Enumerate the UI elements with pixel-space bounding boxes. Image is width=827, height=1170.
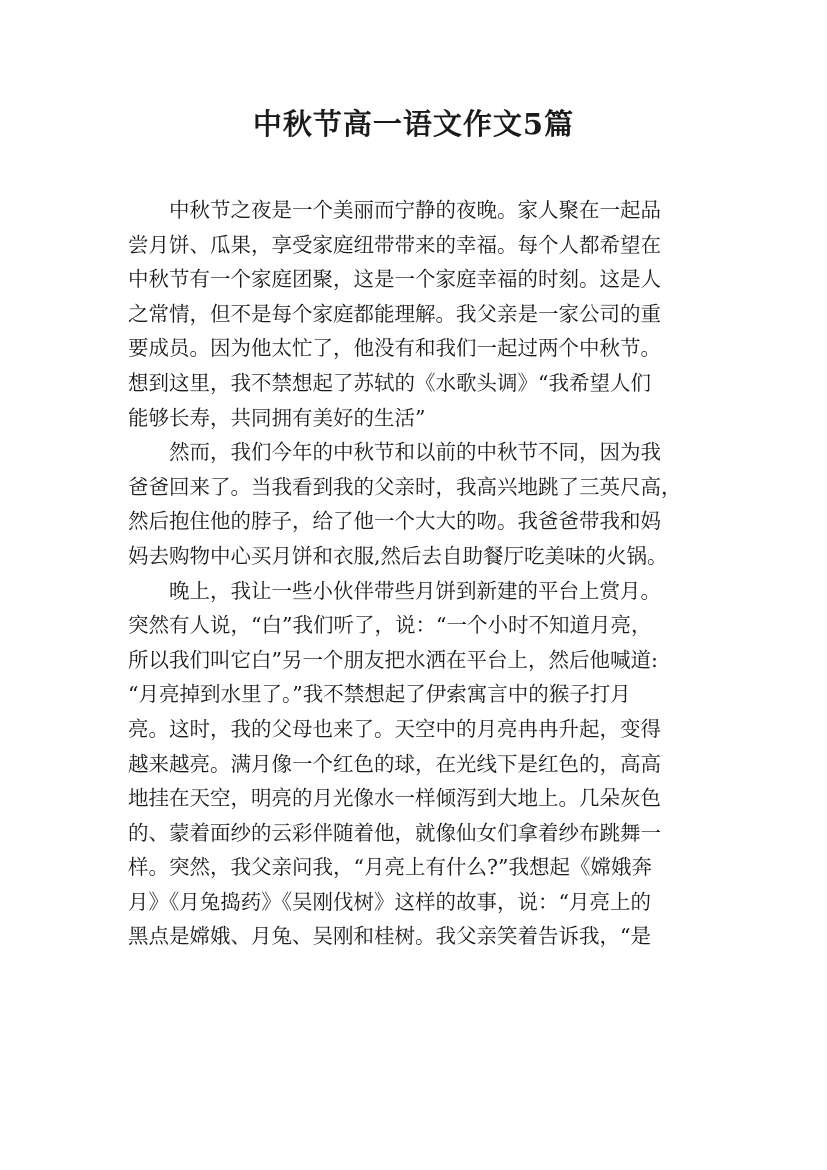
- text-line: 晚上，我让一些小伙伴带些月饼到新建的平台上赏月。: [128, 578, 661, 603]
- text-line: 妈去购物中心买月饼和衣服,然后去自助餐厅吃美味的火锅。: [128, 543, 668, 568]
- text-line: 之常情，但不是每个家庭都能理解。我父亲是一家公司的重: [128, 301, 661, 326]
- text-line: 能够长寿，共同拥有美好的生活”: [128, 405, 426, 430]
- text-line: 然后抱住他的脖子，给了他一个大大的吻。我爸爸带我和妈: [128, 509, 661, 534]
- text-line: 月》《月兔捣药》《吴刚伐树》这样的故事，说：“月亮上的: [128, 889, 651, 914]
- text-line: 要成员。因为他太忙了，他没有和我们一起过两个中秋节。: [128, 336, 661, 361]
- text-line: 中秋节有一个家庭团聚，这是一个家庭幸福的时刻。这是人: [128, 267, 661, 292]
- text-line: 的、蒙着面纱的云彩伴随着他，就像仙女们拿着纱布跳舞一: [128, 820, 661, 845]
- text-line: 中秋节之夜是一个美丽而宁静的夜晚。家人聚在一起品: [128, 198, 661, 222]
- document-title: 中秋节高一语文作文5篇: [252, 107, 575, 141]
- text-line: 越来越亮。满月像一个红色的球，在光线下是红色的，高高: [128, 751, 661, 776]
- text-line: “月亮掉到水里了。”我不禁想起了伊索寓言中的猴子打月: [128, 682, 631, 707]
- text-line: 所以我们叫它白”另一个朋友把水洒在平台上，然后他喊道:: [128, 647, 658, 672]
- text-line: 突然有人说，“白”我们听了，说：“一个小时不知道月亮，: [128, 613, 652, 638]
- text-line: 爸爸回来了。当我看到我的父亲时，我高兴地跳了三英尺高，: [128, 474, 682, 499]
- text-line: 想到这里，我不禁想起了苏轼的《水歌头调》“我希望人们: [128, 370, 651, 395]
- text-line: 然而，我们今年的中秋节和以前的中秋节不同，因为我: [128, 440, 661, 465]
- text-line: 地挂在天空，明亮的月光像水一样倾泻到大地上。几朵灰色: [128, 786, 661, 811]
- document-body: [128, 193, 718, 954]
- text-line: 尝月饼、瓜果，享受家庭纽带带来的幸福。每个人都希望在: [128, 232, 661, 257]
- text-line: 样。突然，我父亲问我，“月亮上有什么?”我想起《嫦娥奔: [128, 855, 652, 880]
- text-line: 亮。这时，我的父母也来了。天空中的月亮冉冉升起，变得: [128, 716, 661, 741]
- text-line: 黑点是嫦娥、月兔、吴刚和桂树。我父亲笑着告诉我，“是: [128, 924, 651, 949]
